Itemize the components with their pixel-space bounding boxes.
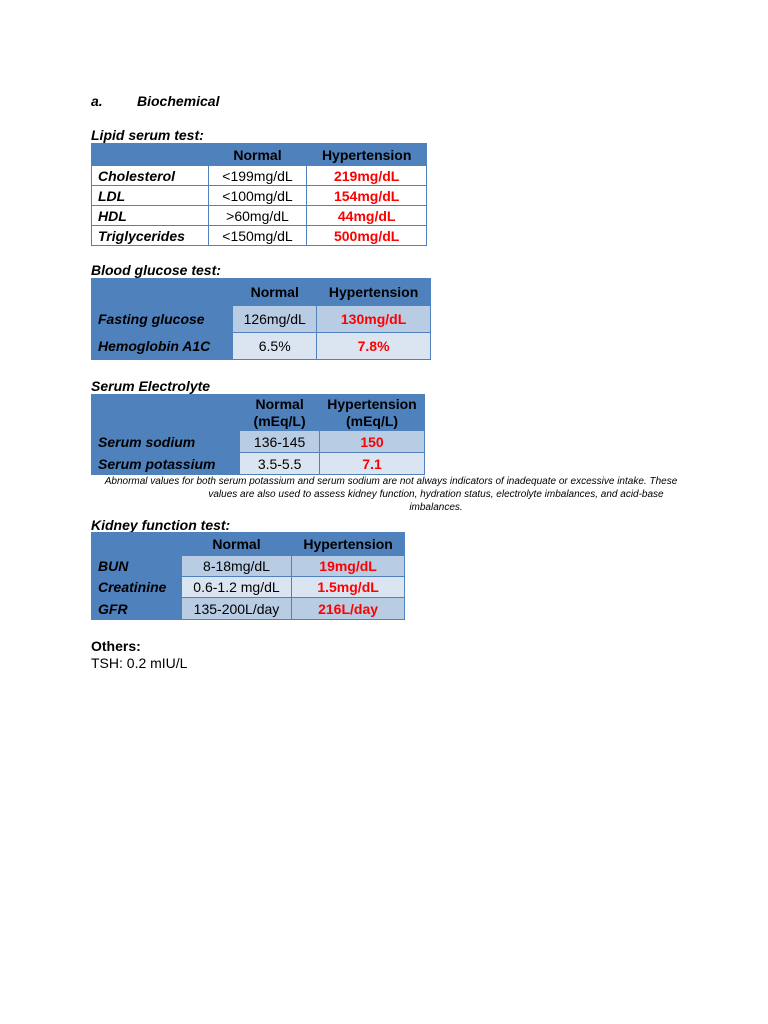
others-title: Others: <box>91 638 141 654</box>
normal-value: 136-145 <box>240 431 320 453</box>
table-header-row <box>92 395 425 431</box>
electrolyte-table <box>91 394 425 475</box>
normal-value: 6.5% <box>233 333 317 360</box>
kidney-title: Kidney function test: <box>91 517 231 533</box>
table-row <box>92 226 427 246</box>
others-text: TSH: 0.2 mIU/L <box>91 655 188 671</box>
table-row <box>92 306 431 333</box>
row-label: Serum sodium <box>92 431 240 453</box>
header-cell <box>92 279 233 306</box>
header-cell <box>92 395 240 431</box>
hypertension-value: 219mg/dL <box>307 166 427 186</box>
section-letter: a. <box>91 93 103 109</box>
header-cell: Normal <box>181 533 291 556</box>
header-cell <box>92 533 182 556</box>
kidney-table <box>91 532 405 620</box>
normal-value: <199mg/dL <box>208 166 307 186</box>
table-header-row <box>92 144 427 166</box>
header-cell: Hypertension (mEq/L) <box>320 395 425 431</box>
section-title: Biochemical <box>137 93 220 109</box>
hypertension-value: 7.1 <box>320 453 425 475</box>
glucose-table <box>91 278 431 360</box>
lipid-title: Lipid serum test: <box>91 127 204 143</box>
row-label: Hemoglobin A1C <box>92 333 233 360</box>
hypertension-value: 130mg/dL <box>317 306 431 333</box>
normal-value: >60mg/dL <box>208 206 307 226</box>
hypertension-value: 44mg/dL <box>307 206 427 226</box>
normal-value: 135-200L/day <box>181 598 291 620</box>
header-cell: Hypertension <box>317 279 431 306</box>
normal-value: 0.6-1.2 mg/dL <box>181 577 291 598</box>
normal-value: <150mg/dL <box>208 226 307 246</box>
hypertension-value: 500mg/dL <box>307 226 427 246</box>
electrolyte-note <box>91 475 691 514</box>
glucose-title: Blood glucose test: <box>91 262 221 278</box>
row-label: LDL <box>92 186 209 206</box>
row-label: Creatinine <box>92 577 182 598</box>
row-label: Fasting glucose <box>92 306 233 333</box>
table-row <box>92 556 405 577</box>
row-label: HDL <box>92 206 209 226</box>
table-header-row <box>92 279 431 306</box>
lipid-table <box>91 143 427 246</box>
table-row <box>92 206 427 226</box>
table-row <box>92 186 427 206</box>
table-row <box>92 333 431 360</box>
row-label: Triglycerides <box>92 226 209 246</box>
row-label: Cholesterol <box>92 166 209 186</box>
row-label: Serum potassium <box>92 453 240 475</box>
header-cell: Normal <box>208 144 307 166</box>
table-row <box>92 431 425 453</box>
hypertension-value: 150 <box>320 431 425 453</box>
note-line: values are also used to assess kidney function, hydration status, electrolyte imbalances, and acid-base imbalances. <box>208 489 664 513</box>
electrolyte-title: Serum Electrolyte <box>91 378 211 394</box>
header-cell: Normal (mEq/L) <box>240 395 320 431</box>
header-cell: Hypertension <box>307 144 427 166</box>
table-row <box>92 453 425 475</box>
header-cell <box>92 144 209 166</box>
normal-value: 8-18mg/dL <box>181 556 291 577</box>
table-row <box>92 166 427 186</box>
hypertension-value: 7.8% <box>317 333 431 360</box>
normal-value: 126mg/dL <box>233 306 317 333</box>
normal-value: 3.5-5.5 <box>240 453 320 475</box>
row-label: GFR <box>92 598 182 620</box>
hypertension-value: 1.5mg/dL <box>292 577 405 598</box>
row-label: BUN <box>92 556 182 577</box>
table-header-row <box>92 533 405 556</box>
hypertension-value: 19mg/dL <box>292 556 405 577</box>
hypertension-value: 154mg/dL <box>307 186 427 206</box>
hypertension-value: 216L/day <box>292 598 405 620</box>
normal-value: <100mg/dL <box>208 186 307 206</box>
note-line: Abnormal values for both serum potassium and serum sodium are not always indicators of inadequate or excessive intake. These <box>104 476 678 487</box>
table-row <box>92 577 405 598</box>
header-cell: Hypertension <box>292 533 405 556</box>
table-row <box>92 598 405 620</box>
header-cell: Normal <box>233 279 317 306</box>
